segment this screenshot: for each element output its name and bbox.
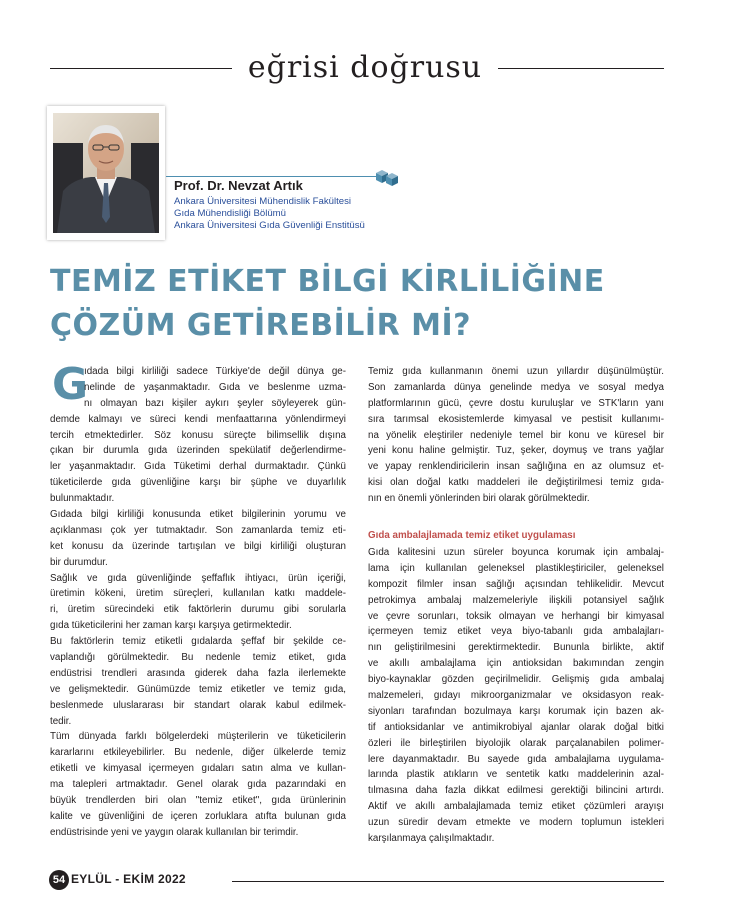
text-line: tedir. (50, 715, 72, 727)
text-line: nın geliştirilmesini gerektirmektedir. Bununla birlikte, aktif (368, 642, 664, 654)
article-title-line-2: ÇÖZÜM GETİREBİLİR Mİ? (50, 308, 472, 343)
text-line: üretimin kökeni, üretim süreçleri, kullanılan katkı maddele- (50, 588, 346, 600)
author-affiliation: Ankara Üniversitesi Gıda Güvenliği Enstitüsü (174, 220, 365, 231)
text-line: tüketicilerde gıda güvenliğine karşı bir şüphe ve duyarlılık (50, 477, 346, 489)
author-affiliation: Gıda Mühendisliği Bölümü (174, 208, 286, 219)
text-line: bir durumdur. (50, 556, 108, 568)
article-title-line-1: TEMİZ ETİKET BİLGİ KİRLİLİĞİNE (50, 264, 605, 299)
text-line: petrokimya ambalaj malzemeleriyle ilişkili potansiyel sağlık (368, 594, 664, 606)
text-line: nın en önemli yönlerinden biri olarak görülmektedir. (368, 493, 590, 505)
text-line: malzemeleri, gıdayı mikroorganizmalar ve oksidasyon reak- (368, 690, 664, 702)
text-line: lere dayanmaktadır. Bu sayede gıda ambalajlama uygulama- (368, 753, 664, 765)
text-line: tif antioksidanlar ve antimikrobiyal ajanlar olarak doğal bitki (368, 721, 664, 733)
text-line: ket konusu da üzerinde tartışılan ve bilgi kirliliği oluşturan (50, 540, 346, 552)
text-line: biyo-kaynaklar gözden geçirilmelidir. Gelişmiş gıda ambalaj (368, 674, 664, 686)
text-line: kompozit filmler insan sağlığı açısından tehlikelidir. Mevcut (368, 578, 664, 590)
text-line: Gıda kalitesini uzun süreler boyunca korumak için ambalaj- (368, 547, 664, 558)
text-line: Sağlık ve gıda güvenliğinde şeffaflık ihtiyacı, ürün içeriği, (50, 572, 346, 584)
author-affiliation: Ankara Üniversitesi Mühendislik Fakültesi (174, 196, 352, 207)
text-line: büyük trendlerden biri olan "temiz etiket", gıda ürünlerinin (50, 795, 346, 807)
drop-cap: G (52, 359, 89, 410)
header-rule-left (50, 68, 232, 69)
text-line: platformlarının gücü, çevre dostu kuruluşlar ve STK'ların yanı (368, 397, 664, 409)
text-line: tercih etmektedirler. Söz konusu süreçte bilimsellik dışına (50, 429, 346, 441)
text-line: çıkan bir durumla gıda üzerinden spekülatif değerlendirme- (50, 445, 346, 457)
text-line: içermeyen temiz etiket veya biyo-tabanlı gıda ambalajları- (368, 626, 664, 638)
header-rule-right (498, 68, 664, 69)
text-line: endüstrisi trendleri arasında giderek daha fazla ilerlemekte (50, 667, 346, 679)
footer-rule (232, 881, 664, 882)
text-line: yeni konu haline gelmiştir. Tuz, şeker, doymuş ve trans yağlar (368, 445, 664, 457)
text-line: larında plastik atıkların ve sentetik katkı maddelerinin azal- (368, 769, 664, 781)
text-line: siyonları tarafından bozulmaya karşı korumak için bazen ak- (368, 705, 664, 717)
author-rule (166, 176, 380, 177)
text-line: na yönelik eleştiriler nedeniyle temel bir konu ve küresel bir (368, 429, 664, 441)
article-column-right-continued (368, 545, 664, 847)
text-line: gıda tüketicilerini her zaman karşı karşıya getirmektedir. (50, 620, 292, 632)
section-title: eğrisi doğrusu (247, 50, 483, 85)
text-line: ve yapay renklendiricilerin insan sağlığına en az olumsuz et- (368, 461, 664, 473)
cubes-icon (372, 170, 402, 188)
text-line: demde kalmayı ve süreci kendi menfaattarına yönlendirmeyi (50, 413, 346, 425)
issue-date: EYLÜL - EKİM 2022 (71, 872, 186, 886)
portrait-image (53, 113, 159, 233)
text-line: beslenmede uluslararası bir standart olarak kabul edilmek- (50, 699, 346, 711)
page-number-badge: 54 (49, 870, 69, 890)
text-line: karşılanmaya çalışılmaktadır. (368, 833, 495, 845)
text-line: özleri ile birleştirilen biyolojik olarak parçalanabilen polimer- (368, 737, 664, 749)
text-line: ve akıllı ambalajlama için antioksidan bakımından zengin (368, 658, 664, 670)
text-line: endüstrisinde yeni ve yaygın olarak kullanılan bir terimdir. (50, 826, 299, 838)
text-line: Tüm dünyada farklı bölgelerdeki müşterilerin ve tüketicilerin (50, 731, 346, 743)
text-line: Aktif ve akıllı ambalajlamada temiz etiket çözümleri arayışı (368, 801, 664, 813)
text-line: ve çevre sorunları, toksik olmayan ve herhangi bir kimyasal (368, 610, 664, 622)
text-line: sıra tarımsal ekosistemlerde kimyasal ve pestisit kullanımı- (368, 413, 664, 425)
text-line: tılmasına daha fazla dikkat edilmesi gerektiği bilincini artırdı. (368, 785, 664, 797)
author-photo (47, 106, 165, 240)
text-line: uzun süredir devam etmekte ve modern toplumun istekleri (368, 817, 664, 829)
text-line: bulunmaktadır. (50, 493, 115, 505)
text-line: vaplandığı görülmektedir. Bu nedenle temiz etiket, gıda (50, 652, 346, 664)
article-column-right (368, 364, 664, 507)
text-line: Temiz gıda kullanmanın önemi uzun yıllardır düşünülmüştür. (368, 366, 664, 377)
text-line: Son zamanlarda dünya genelinde medya ve sosyal medya (368, 381, 664, 393)
text-line: ler yaşanmaktadır. Gıda Tüketimi derhal durmaktadır. Çünkü (50, 461, 346, 473)
text-line: etiketli ve kimyasal içermeyen gıdaları satın alma ve kullan- (50, 763, 346, 775)
article-column-left (50, 359, 346, 841)
author-name: Prof. Dr. Nevzat Artık (174, 178, 303, 193)
text-line: lama için kullanılan geleneksel plastikleştiriciler, geleneksel (368, 562, 664, 574)
text-line: nelinde de yaşanmaktadır. Gıda ve beslenme uzma- (84, 381, 346, 393)
text-line: Bu faktörlerin temiz etiketli gıdalarda şeffaf bir şekilde ce- (50, 636, 346, 648)
text-line: Gıdada bilgi kirliliği konusunda etiket bilgilerinin yorumu ve (50, 509, 346, 521)
text-line: kisi olan doğal katkı maddeleri ile değiştirilmesi temiz gıda- (368, 477, 664, 489)
text-line: nı olmayan bazı kişiler aykırı şeyler söyleyerek gün- (84, 397, 346, 409)
text-line: kararlarını etkileyebilirler. Bu nedenle, diğer ülkelerde temiz (50, 747, 346, 759)
text-line: ıdada bilgi kirliliği sadece Türkiye'de değil dünya ge- (84, 366, 346, 377)
text-line: ve gelişmektedir. Günümüzde temiz etiketler ve temiz gıda, (50, 683, 346, 695)
text-line: açıklanması çok yer tutmaktadır. Son zamanlarda temiz eti- (50, 524, 346, 536)
article-subheading: Gıda ambalajlamada temiz etiket uygulaması (368, 530, 576, 541)
text-line: ri, üretim sürecindeki etik faktörlerin durumu gibi sorularla (50, 604, 346, 616)
text-line: ma talepleri artmaktadır. Genel olarak gıda pazarındaki en (50, 779, 346, 791)
text-line: kalite ve güvenliğini de içeren zorluklara atıfta bulunan gıda (50, 810, 346, 822)
